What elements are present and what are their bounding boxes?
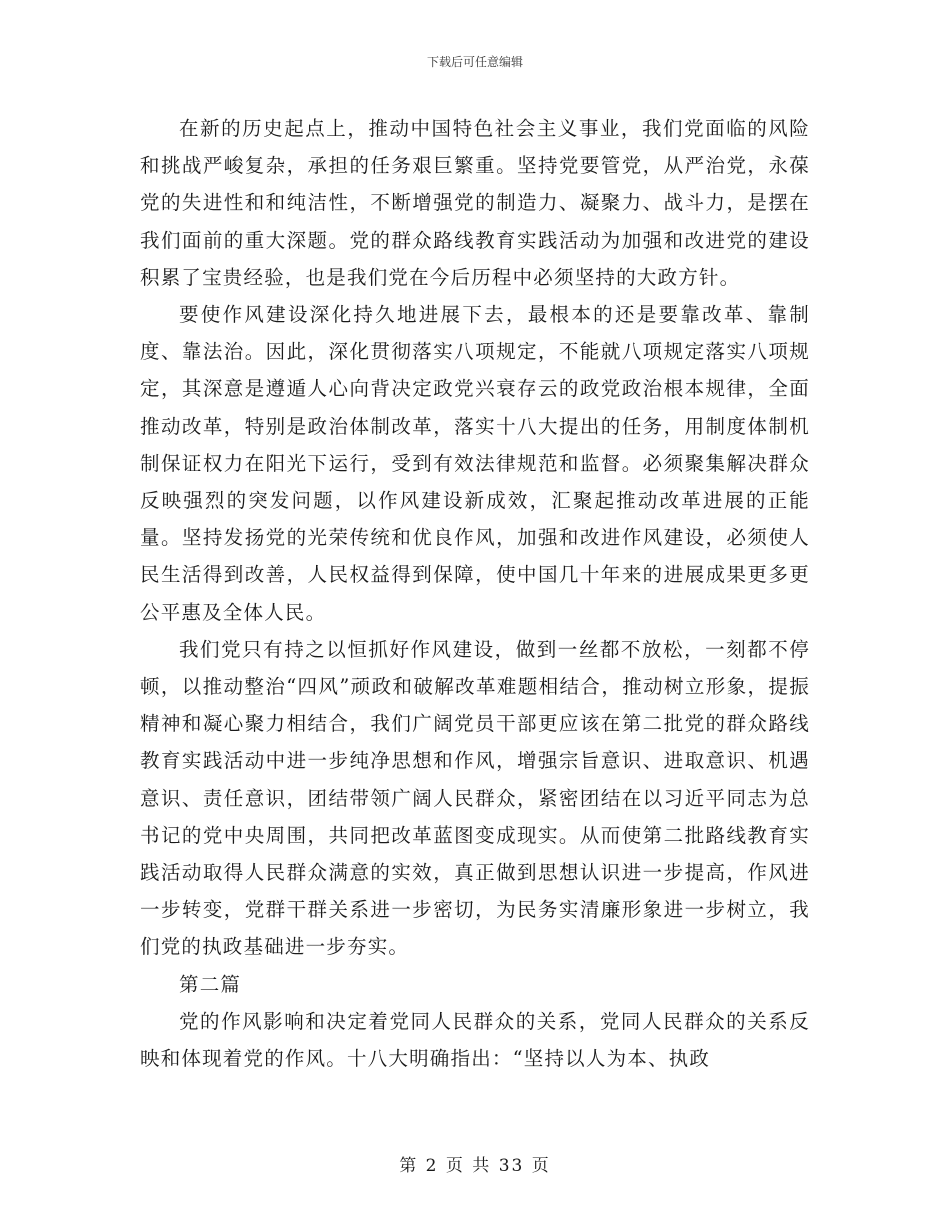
page-header-note: 下载后可任意编辑 (426, 55, 523, 69)
document-body (140, 110, 810, 1077)
paragraph-2: 要使作风建设深化持久地进展下去，最根本的还是要靠改革、靠制度、靠法治。因此，深化贯彻落实八项规定，不能就八项规定落实八项规定，其深意是遵遁人心向背决定政党兴衰存云的政党政治根本规律，全面推动改革，特别是政治体制改革，落实十八大提出的任务，用制度体制机制保证权力在阳光下运行，受到有效法律规范和监督。必须聚集解决群众反映强烈的突发问题，以作风建设新成效，汇聚起推动改革进展的正能量。坚持发扬党的光荣传统和优良作风，加强和改进作风建设，必须使人民生活得到改善，人民权益得到保障，使中国几十年来的进展成果更多更公平惠及全体人民。 (140, 303, 810, 624)
page-number: 第 2 页 共 33 页 (399, 1156, 551, 1176)
paragraph-4: 党的作风影响和决定着党同人民群众的关系，党同人民群众的关系反映和体现着党的作风。十八大明确指出：“坚持以人为本、执政 (140, 1009, 810, 1071)
section-title: 第二篇 (179, 972, 242, 996)
paragraph-3: 我们党只有持之以恒抓好作风建设，做到一丝都不放松，一刻都不停顿，以推动整治“四风”顽政和破解改革难题相结合，推动树立形象，提振精神和凝心聚力相结合，我们广阔党员干部更应该在第二批党的群众路线教育实践活动中进一步纯净思想和作风，增强宗旨意识、进取意识、机遇意识、责任意识，团结带领广阔人民群众，紧密团结在以习近平同志为总书记的党中央周围，共同把改革蓝图变成现实。从而使第二批路线教育实践活动取得人民群众满意的实效，真正做到思想认识进一步提高，作风进一步转变，党群干群关系进一步密切，为民务实清廉形象进一步树立，我们党的执政基础进一步夯实。 (140, 637, 810, 959)
paragraph-1: 在新的历史起点上，推动中国特色社会主义事业，我们党面临的风险和挑战严峻复杂，承担的任务艰巨繁重。坚持党要管党，从严治党，永葆党的失进性和和纯洁性，不断增强党的制造力、凝聚力、战斗力，是摆在我们面前的重大深题。党的群众路线教育实践活动为加强和改进党的建设积累了宝贵经验，也是我们党在今后历程中必须坚持的大政方针。 (140, 117, 810, 289)
